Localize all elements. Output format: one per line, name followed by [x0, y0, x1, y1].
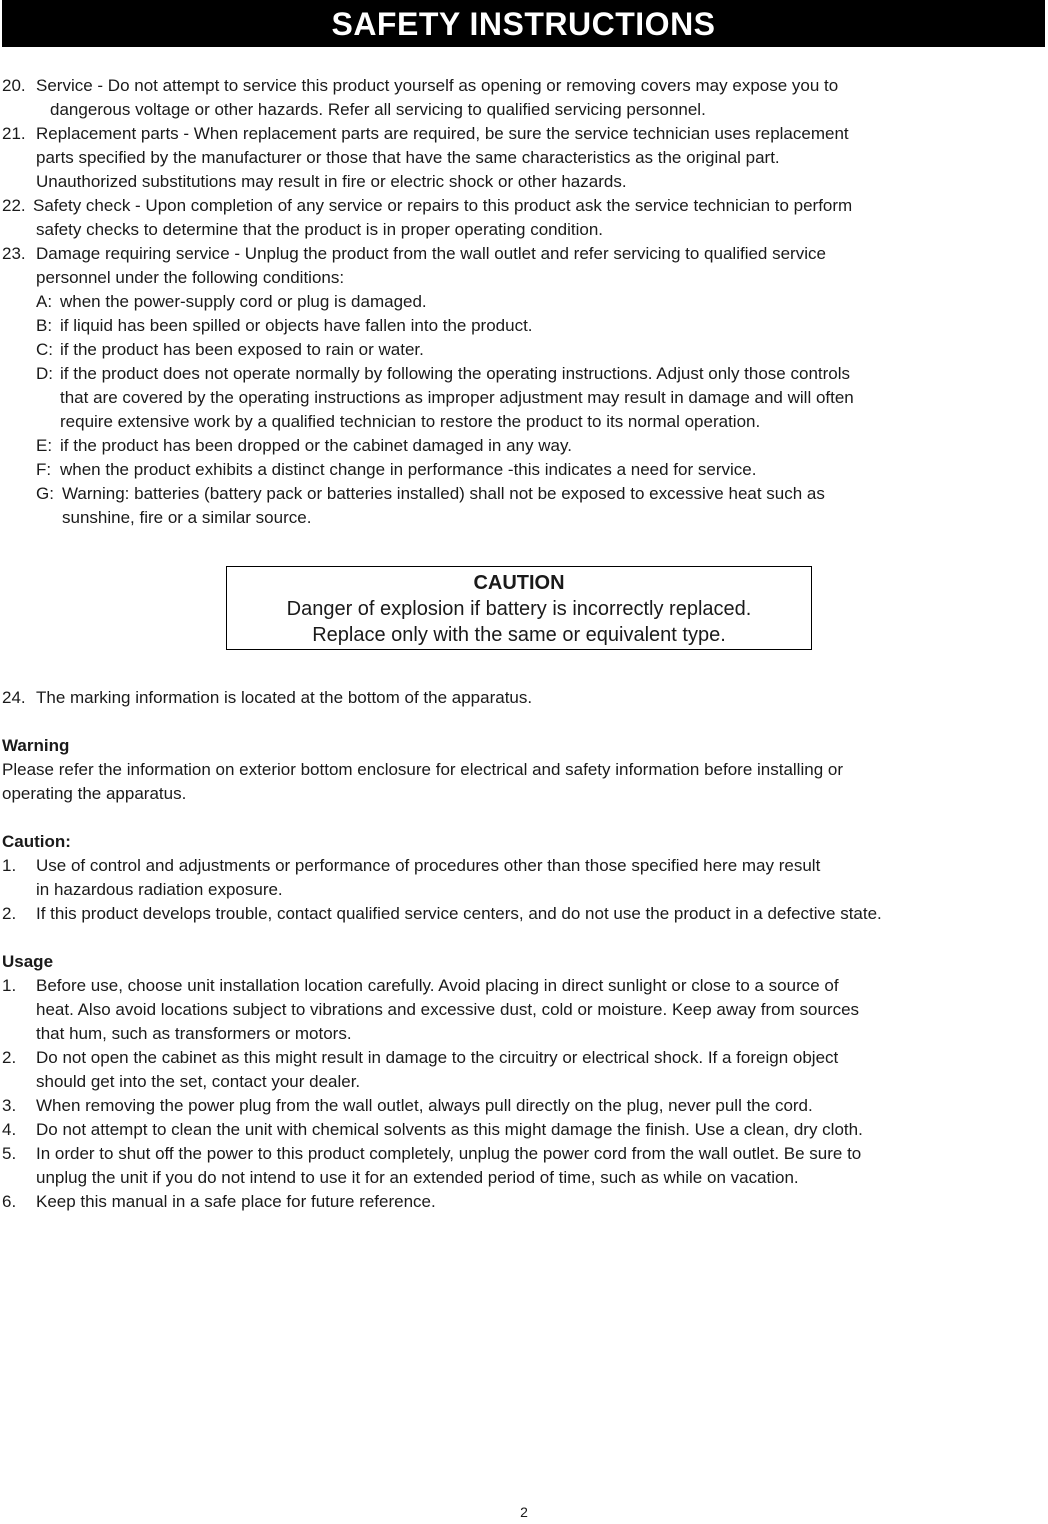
item-line: parts specified by the manufacturer or those that have the same characteristics as the original part. [36, 148, 780, 167]
item-line: Do not open the cabinet as this might result in damage to the circuitry or electrical shock. If a foreign object [36, 1048, 839, 1067]
item-line: The marking information is located at the bottom of the apparatus. [36, 688, 533, 707]
condition-letter: A: [36, 292, 53, 311]
item-number: 1. [2, 856, 17, 875]
condition-line: when the product exhibits a distinct change in performance -this indicates a need for service. [60, 460, 757, 479]
caution-item-1 [0, 854, 1048, 902]
caution-box-line: Replace only with the same or equivalent type. [312, 624, 726, 646]
condition-line: Warning: batteries (battery pack or batteries installed) shall not be exposed to excessive heat such as [62, 484, 825, 503]
item-line: Do not attempt to clean the unit with chemical solvents as this might damage the finish. Use a clean, dry cloth. [36, 1120, 863, 1139]
caution-heading: Caution: [2, 832, 71, 851]
usage-item-6 [0, 1190, 1048, 1214]
caution-box-heading: CAUTION [473, 572, 565, 594]
caution-item-2 [0, 902, 1048, 926]
page-number: 2 [520, 1504, 528, 1520]
usage-item-2 [0, 1046, 1048, 1094]
condition-letter: D: [36, 364, 53, 383]
item-number: 22. [2, 196, 26, 215]
item-number: 1. [2, 976, 17, 995]
item-number: 3. [2, 1096, 17, 1115]
item-line: Damage requiring service - Unplug the product from the wall outlet and refer servicing to qualified service [36, 244, 826, 263]
item-line: When removing the power plug from the wall outlet, always pull directly on the plug, never pull the cord. [36, 1096, 813, 1115]
item-line: Keep this manual in a safe place for future reference. [36, 1192, 436, 1211]
item-number: 23. [2, 244, 26, 263]
item-line: personnel under the following conditions: [36, 268, 345, 287]
item-line: dangerous voltage or other hazards. Refer all servicing to qualified servicing personnel. [50, 100, 706, 119]
usage-item-3 [0, 1094, 1048, 1118]
warning-line: Please refer the information on exterior bottom enclosure for electrical and safety information before installing or [2, 760, 843, 779]
warning-heading: Warning [2, 736, 70, 755]
item-number: 24. [2, 688, 26, 707]
condition-letter: F: [36, 460, 52, 479]
condition-line: require extensive work by a qualified technician to restore the product to its normal operation. [60, 412, 761, 431]
caution-box-line: Danger of explosion if battery is incorrectly replaced. [286, 598, 752, 620]
item-number: 20. [2, 76, 26, 95]
item-20 [0, 74, 1048, 122]
item-24 [0, 686, 1048, 710]
condition-b [0, 314, 1048, 338]
item-line: that hum, such as transformers or motors. [36, 1024, 352, 1043]
condition-line: if the product has been dropped or the cabinet damaged in any way. [60, 436, 572, 455]
item-number: 21. [2, 124, 26, 143]
instructions-body [0, 74, 1048, 1214]
condition-line: sunshine, fire or a similar source. [62, 508, 312, 527]
usage-heading: Usage [2, 952, 54, 971]
item-number: 2. [2, 1048, 17, 1067]
item-line: Replacement parts - When replacement parts are required, be sure the service technician uses replacement [36, 124, 849, 143]
condition-line: if liquid has been spilled or objects have fallen into the product. [60, 316, 533, 335]
item-number: 2. [2, 904, 17, 923]
condition-line: if the product does not operate normally by following the operating instructions. Adjust only those controls [60, 364, 851, 383]
item-line: Unauthorized substitutions may result in fire or electric shock or other hazards. [36, 172, 627, 191]
item-number: 5. [2, 1144, 17, 1163]
item-line: Safety check - Upon completion of any service or repairs to this product ask the service technician to perform [33, 196, 853, 215]
condition-letter: C: [36, 340, 53, 359]
item-line: heat. Also avoid locations subject to vibrations and excessive dust, cold or moisture. Keep away from sources [36, 1000, 860, 1019]
condition-letter: G: [36, 484, 54, 503]
item-line: unplug the unit if you do not intend to use it for an extended period of time, such as while on vacation. [36, 1168, 799, 1187]
battery-caution-box [226, 566, 812, 650]
condition-c [0, 338, 1048, 362]
warning-line: operating the apparatus. [2, 784, 187, 803]
item-number: 6. [2, 1192, 17, 1211]
condition-f [0, 458, 1048, 482]
usage-item-5 [0, 1142, 1048, 1190]
condition-letter: E: [36, 436, 53, 455]
item-line: If this product develops trouble, contact qualified service centers, and do not use the product in a defective state. [36, 904, 882, 923]
condition-e [0, 434, 1048, 458]
page-title: SAFETY INSTRUCTIONS [2, 0, 1045, 47]
condition-d [0, 362, 1048, 434]
condition-g [0, 482, 1048, 530]
item-line: Before use, choose unit installation location carefully. Avoid placing in direct sunlight or close to a source of [36, 976, 839, 995]
item-line: in hazardous radiation exposure. [36, 880, 283, 899]
item-line: In order to shut off the power to this product completely, unplug the power cord from the wall outlet. Be sure to [36, 1144, 862, 1163]
item-line: Use of control and adjustments or performance of procedures other than those specified here may result [36, 856, 821, 875]
usage-item-4 [0, 1118, 1048, 1142]
item-line: Service - Do not attempt to service this product yourself as opening or removing covers may expose you to [36, 76, 839, 95]
condition-line: when the power-supply cord or plug is damaged. [60, 292, 427, 311]
condition-line: if the product has been exposed to rain or water. [60, 340, 424, 359]
item-number: 4. [2, 1120, 17, 1139]
condition-line: that are covered by the operating instructions as improper adjustment may result in damage and will often [60, 388, 854, 407]
item-21 [0, 122, 1048, 194]
item-line: safety checks to determine that the product is in proper operating condition. [36, 220, 603, 239]
condition-a [0, 290, 1048, 314]
usage-item-1 [0, 974, 1048, 1046]
item-line: should get into the set, contact your dealer. [36, 1072, 361, 1091]
item-23 [0, 242, 1048, 290]
item-22 [0, 194, 1048, 242]
condition-letter: B: [36, 316, 53, 335]
